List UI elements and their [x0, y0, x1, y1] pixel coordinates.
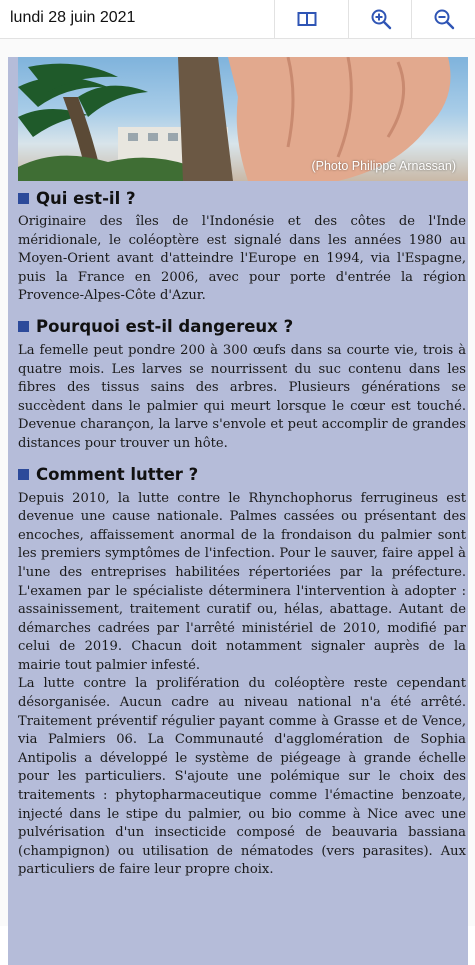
section-heading — [18, 187, 466, 209]
section-paragraph: Depuis 2010, la lutte contre le Rhynchophorus ferrugineus est devenue une cause nationale. Palmes cassées ou présentant des encoches, affaissement anormal de la frondaison du palmier sont les premiers symptômes de l'infection. Pour le sauver, faire appel à l'une des entreprises habilitées répertoriées par la préfecture. L'examen par le spécialiste déterminera l'intervention à adopter : assainissement, traitement curatif ou, hélas, abattage. Autant de démarches cadrées par l'arrêté ministériel de 2010, modifié par celui de 2019. Chacun doit notamment signaler auprès de la mairie tout palmier infesté. — [18, 490, 466, 673]
reading-mode-button[interactable] — [274, 0, 338, 38]
article-body — [18, 187, 466, 880]
newspaper-page[interactable] — [0, 39, 475, 926]
section-title: Comment lutter ? — [36, 465, 199, 485]
section-paragraph: La femelle peut pondre 200 à 300 œufs dans sa courte vie, trois à quatre mois. Les larves se nourrissent du suc contenu dans les fibres des tissus sains des arbres. Plusieurs générations se succèdent dans le palmier qui meurt lorsque le cœur est touché. Devenue charançon, la larve s'envole et peut accomplir de grandes distances pour trouver un hôte. — [18, 342, 466, 451]
heading-square-icon — [18, 469, 29, 480]
book-icon — [297, 11, 317, 27]
section-paragraph: Originaire des îles de l'Indonésie et des côtes de l'Inde méridionale, le coléoptère est signalé dans les années 1980 au Moyen-Orient avant d'atteindre l'Europe en 1994, via l'Espagne, puis la France en 2006, avec pour porte d'entrée la région Provence-Alpes-Côte d'Azur. — [18, 214, 466, 304]
article-box — [8, 57, 468, 965]
issue-date: lundi 28 juin 2021 — [10, 9, 136, 26]
zoom-in-button[interactable] — [348, 0, 412, 38]
section-title: Pourquoi est-il dangereux ? — [36, 317, 294, 337]
top-toolbar — [0, 0, 475, 39]
section-paragraph: La lutte contre la prolifération du coléoptère reste cependant désorganisée. Aucun cadre au niveau national n'a été arrêté. Traitement préventif régulier payant comme à Grasse et de Vence, via Palmiers 06. La Communauté d'agglomération de Sophia Antipolis a développé le système de piégeage à grande échelle pour les particuliers. S'ajoute une polémique sur le choix des traitements : phytopharmaceutique comme l'émactine benzoate, injecté dans le stipe du palmier, ou bio comme à Nice avec une pulvérisation d'un insecticide composé de beauvaria bassiana (champignon) ou utilisation de nématodes (vers parasites). Aux particuliers de faire leur propre choix. — [18, 676, 466, 878]
section-title: Qui est-il ? — [36, 188, 136, 208]
section-heading — [18, 316, 466, 338]
photo-credit: (Photo Philippe Arnassan) — [311, 159, 456, 173]
heading-square-icon — [18, 193, 29, 204]
zoom-in-icon — [370, 8, 392, 30]
section-heading — [18, 464, 466, 486]
zoom-out-icon — [433, 8, 455, 30]
article-photo — [18, 57, 468, 181]
zoom-out-button[interactable] — [411, 0, 475, 38]
heading-square-icon — [18, 321, 29, 332]
